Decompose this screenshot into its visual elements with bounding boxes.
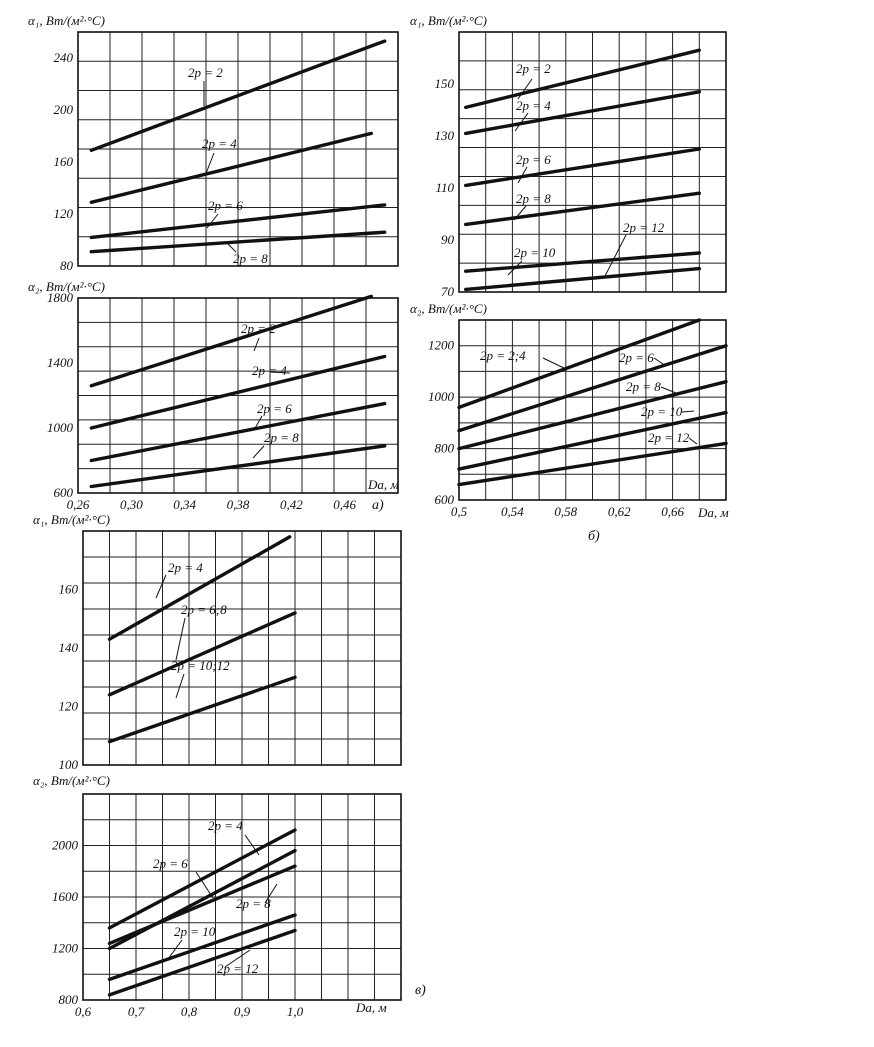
- y-tick-label: 1400: [47, 355, 73, 370]
- y-tick-label: 140: [58, 640, 78, 655]
- grid-a2: [78, 298, 398, 493]
- leader-line: [254, 338, 259, 351]
- x-tick-label: 0,8: [180, 1004, 198, 1019]
- y-axis-label-b1: α₁, Вт/(м²·°С): [410, 13, 487, 28]
- series-label-a2-2p-8: 2p = 8: [264, 430, 299, 445]
- series-label-c2-2p-6: 2p = 6: [153, 856, 188, 871]
- series-label-b1-2p-10: 2p = 10: [514, 245, 556, 260]
- grid-b2: [459, 320, 726, 500]
- series-label-c2-2p-8: 2p = 8: [236, 896, 271, 911]
- y-axis-label-b2: α₂, Вт/(м²·°С): [410, 301, 487, 316]
- x-tick-label: 0,62: [607, 504, 631, 519]
- series-label-a2-2p-4: 2p = 4: [252, 363, 287, 378]
- series-label-b1-2p-4: 2p = 4: [516, 98, 551, 113]
- series-line-b1-2p-10: [466, 253, 700, 271]
- leader-line: [689, 438, 697, 444]
- series-label-b2-2p-6: 2p = 6: [619, 350, 654, 365]
- series-label-b2-2p-8: 2p = 8: [626, 379, 661, 394]
- y-tick-label: 800: [434, 440, 454, 456]
- x-tick-label: 0,5: [450, 504, 468, 519]
- series-label-c2-2p-10: 2p = 10: [174, 924, 216, 939]
- series-label-b1-2p-2: 2p = 2: [516, 61, 551, 76]
- x-tick-label: 0,30: [119, 497, 143, 512]
- y-tick-label: 80: [60, 258, 73, 273]
- panel-a2: [28, 279, 399, 513]
- series-line-a2-2p-2: [91, 296, 371, 385]
- y-tick-label: 1200: [428, 337, 454, 353]
- y-axis-label-c1: α₁, Вт/(м²·°С): [33, 512, 110, 527]
- y-tick-label: 600: [434, 492, 454, 507]
- series-label-c2-2p-4: 2p = 4: [208, 818, 243, 833]
- series-line-c1-2p-4: [110, 537, 290, 639]
- series-label-a2-2p-2: 2p = 2: [241, 321, 276, 336]
- series-label-b1-2p-8: 2p = 8: [516, 191, 551, 206]
- y-tick-label: 1000: [428, 389, 454, 405]
- series-line-b1-2p-6: [466, 149, 700, 185]
- y-tick-label: 200: [53, 102, 73, 117]
- x-axis-label-a2: Dа, м: [368, 477, 399, 492]
- y-tick-label: 160: [58, 581, 78, 597]
- series-label-b2-2p-12: 2p = 12: [648, 430, 690, 445]
- leader-line: [654, 358, 666, 366]
- leader-line: [156, 575, 166, 598]
- series-line-c2-2p-12: [110, 931, 296, 995]
- x-tick-label: 0,66: [661, 504, 684, 519]
- leader-line: [207, 214, 218, 228]
- x-tick-label: 0,46: [333, 497, 357, 512]
- series-line-b1-2p-12: [466, 269, 700, 290]
- series-label-a1-2p-6: 2p = 6: [208, 198, 243, 213]
- y-axis-label-c2: α₂, Вт/(м²·°С): [33, 773, 110, 788]
- panel-caption-c2: в): [415, 983, 426, 998]
- series-label-a1-2p-4: 2p = 4: [202, 136, 237, 151]
- leader-line: [682, 411, 694, 412]
- series-label-a1-2p-8: 2p = 8: [233, 251, 268, 266]
- y-tick-label: 90: [441, 232, 454, 247]
- x-axis-label-b2: Dа, м: [698, 505, 729, 520]
- x-tick-label: 0,38: [226, 497, 250, 512]
- y-tick-label: 70: [441, 284, 454, 299]
- y-tick-label: 1800: [47, 290, 73, 305]
- panel-caption-a2: а): [372, 498, 384, 513]
- x-tick-label: 0,58: [554, 504, 578, 519]
- leader-line: [661, 387, 676, 393]
- x-tick-label: 0,9: [233, 1004, 251, 1019]
- panel-c1: [33, 512, 401, 772]
- series-label-b1-2p-6: 2p = 6: [516, 152, 551, 167]
- y-tick-label: 120: [53, 206, 73, 221]
- x-tick-label: 0,54: [501, 504, 524, 519]
- y-tick-label: 130: [434, 128, 454, 143]
- y-tick-label: 2000: [52, 837, 78, 853]
- y-tick-label: 1600: [52, 889, 78, 904]
- grid-a1: [78, 32, 398, 266]
- y-tick-label: 150: [434, 76, 454, 91]
- x-tick-label: 0,6: [74, 1004, 92, 1019]
- leader-line: [176, 618, 185, 660]
- series-label-c1-2p-10-12: 2p = 10;12: [171, 658, 230, 673]
- series-label-b2-2p-2-4: 2p = 2;4: [480, 348, 526, 363]
- leader-line: [518, 79, 532, 99]
- leader-line: [253, 446, 264, 458]
- series-label-a1-2p-2: 2p = 2: [188, 65, 223, 80]
- x-axis-label-c2: Dа, м: [356, 1000, 387, 1015]
- leader-line: [604, 235, 626, 278]
- panel-c2: [33, 773, 426, 1019]
- series-label-c1-2p-4: 2p = 4: [168, 560, 203, 575]
- grid-c1: [83, 531, 401, 765]
- x-tick-label: 0,26: [66, 497, 90, 512]
- series-label-b1-2p-12: 2p = 12: [623, 220, 665, 235]
- series-label-a2-2p-6: 2p = 6: [257, 401, 292, 416]
- y-axis-label-a1: α₁, Вт/(м²·°С): [28, 13, 105, 28]
- x-tick-label: 0,34: [173, 497, 197, 512]
- y-tick-label: 1200: [52, 940, 78, 956]
- leader-line: [176, 674, 184, 698]
- panel-b1: [410, 13, 726, 299]
- x-tick-label: 0,42: [279, 497, 303, 512]
- y-tick-label: 800: [58, 992, 78, 1007]
- y-tick-label: 240: [53, 50, 73, 65]
- panel-a1: [28, 13, 398, 273]
- series-label-c1-2p-6-8: 2p = 6;8: [181, 602, 227, 617]
- series-label-b2-2p-10: 2p = 10: [641, 404, 683, 419]
- y-tick-label: 100: [58, 757, 78, 772]
- y-tick-label: 600: [53, 485, 73, 500]
- x-tick-label: 0,7: [127, 1004, 145, 1019]
- y-tick-label: 160: [53, 154, 73, 169]
- series-label-c2-2p-12: 2p = 12: [217, 961, 259, 976]
- x-tick-label: 1,0: [286, 1004, 304, 1019]
- y-tick-label: 110: [435, 180, 454, 195]
- leader-line: [543, 358, 566, 369]
- panel-b2: [410, 301, 729, 544]
- y-tick-label: 1000: [47, 420, 73, 435]
- y-tick-label: 120: [58, 698, 78, 714]
- panel-caption-b2: б): [588, 529, 600, 544]
- y-axis-label-a2: α₂, Вт/(м²·°С): [28, 279, 105, 294]
